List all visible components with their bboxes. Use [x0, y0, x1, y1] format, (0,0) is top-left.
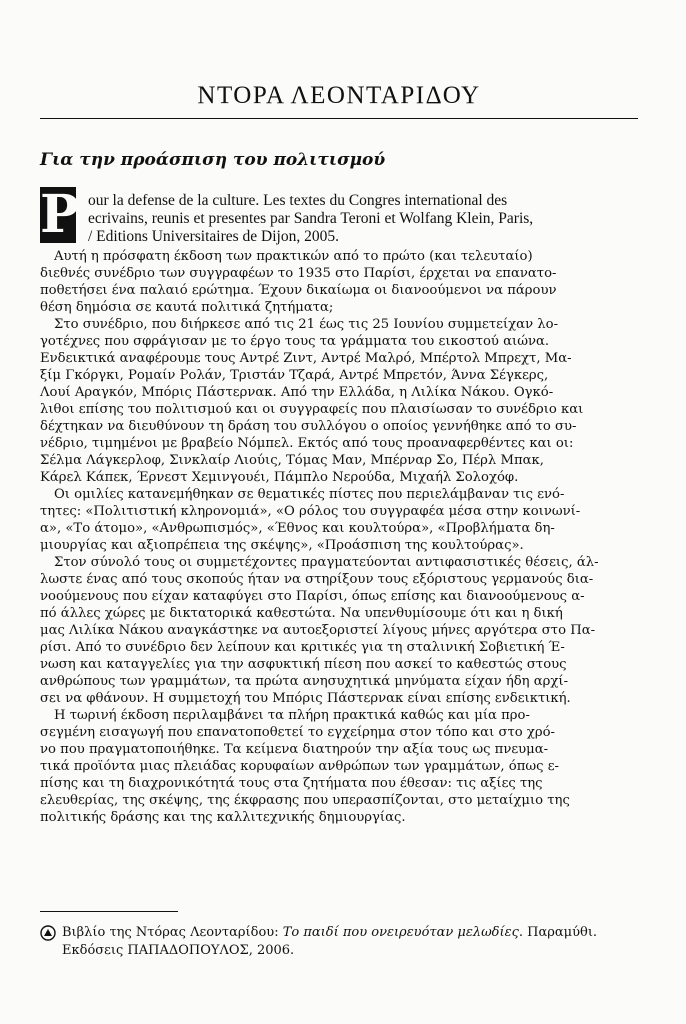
body-line: τητες: «Πολιτιστική κληρονομιά», «Ο ρόλος του συγγραφέα μέσα στην κοινωνί-	[40, 504, 581, 519]
footnote-rule	[40, 911, 178, 912]
body-line: λωστε ένας από τους σκοπούς ήταν να στηρίξουν τους εξόριστους γερμανούς δια-	[40, 572, 594, 587]
body-line: πολιτικής δράσης και της καλλιτεχνικής δημιουργίας.	[40, 810, 406, 825]
header-rule	[40, 118, 638, 119]
body-line: νο που πραγματοποιήθηκε. Τα κείμενα διατηρούν την αξία τους ως πνευμα-	[40, 742, 549, 757]
intro-line: / Editions Universitaires de Dijon, 2005.	[88, 228, 339, 245]
body-line: Κάρελ Κάπεκ, Έρνεστ Χεμινγουέι, Πάμπλο Νερούδα, Μιχαήλ Σολοχόφ.	[40, 470, 519, 485]
body-line: δέχτηκαν να διευθύνουν τη δράση του συλλόγου ο οποίος γεννήθηκε από το συ-	[40, 419, 577, 434]
body-line: νωση και καταγγελίες για την ασφυκτική πίεση που ασκεί το καθεστώς στους	[40, 657, 567, 672]
footnote-suffix: . Παραμύθι.	[518, 925, 598, 940]
body-line: μιουργίας και αξιοπρέπεια της σκέψης», «Προάσπιση της κουλτούρας».	[40, 538, 524, 553]
body-line: θέση δημόσια σε καυτά πολιτικά ζητήματα;	[40, 300, 334, 315]
footnote-prefix: Βιβλίο της Ντόρας Λεονταρίδου:	[62, 925, 279, 940]
body-line: Στο συνέδριο, που διήρκεσε από τις 21 έως τις 25 Ιουνίου συμμετείχαν λο-	[54, 317, 559, 332]
body-line: ανθρώπους των γραμμάτων, τα πρώτα ανησυχητικά μηνύματα είχαν ήδη αρχί-	[40, 674, 569, 689]
body-line: σει να φθάνουν. Η συμμετοχή του Μπόρις Πάστερνακ είναι επίσης ενδεικτική.	[40, 691, 571, 706]
intro-line: ecrivains, reunis et presentes par Sandra Teroni et Wolfang Klein, Paris,	[88, 210, 534, 227]
body-line: ρίσι. Από το συνέδριο δεν λείπουν και κριτικές για τη σταλινική Σοβιετική Έ-	[40, 640, 565, 655]
body-line: Στον σύνολό τους οι συμμετέχοντες πραγματεύονται αντιφασιστικές θέσεις, άλ-	[54, 555, 599, 570]
body-line: πό άλλες χώρες με δικτατορικά καθεστώτα. Να υπενθυμίσουμε ότι και η δική	[40, 606, 563, 621]
body-line: Λουί Αραγκόν, Μπόρις Πάστερνακ. Από την Ελλάδα, η Λιλίκα Νάκου. Ογκό-	[40, 385, 554, 400]
body-line: διεθνές συνέδριο των συγγραφέων το 1935 στο Παρίσι, έρχεται να επανατο-	[40, 266, 557, 281]
body-line: ελευθερίας, της σκέψης, της έκφρασης που υπερασπίζονται, στο μεταίχμιο της	[40, 793, 570, 808]
body-line: ξίμ Γκόργκι, Ρομαίν Ρολάν, Τριστάν Τζαρά, Αντρέ Μπρετόν, Άννα Σέγκερς,	[40, 368, 549, 383]
footnote-line-2: Εκδόσεις ΠΑΠΑΔΟΠΟΥΛΟΣ, 2006.	[62, 943, 295, 958]
body-line: λιθοι επίσης του πολιτισμού και οι συγγραφείς που πλαισίωσαν το συνέδριο και	[40, 402, 584, 417]
footnote-line-1	[62, 924, 597, 941]
body-line: σεγμένη εισαγωγή που επανατοποθετεί το εγχείρημα στον τόπο και στο χρό-	[40, 725, 556, 740]
book-leaf-icon	[40, 925, 56, 941]
body-line: α», «Το άτομο», «Ανθρωπισμός», «Έθνος και κουλτούρα», «Προβλήματα δη-	[40, 521, 555, 536]
body-line: Η τωρινή έκδοση περιλαμβάνει τα πλήρη πρακτικά καθώς και μία προ-	[54, 708, 530, 723]
body-line: νοούμενους που είχαν καταφύγει στο Παρίσι, όπως επίσης και διανοούμενους α-	[40, 589, 585, 604]
footnote-book-title: Το παιδί που ονειρευόταν μελωδίες	[282, 925, 519, 940]
body-line: τικά προϊόντα μιας πλειάδας κορυφαίων ανθρώπων των γραμμάτων, όπως ε-	[40, 759, 560, 774]
body-line: πίσης και τη διαχρονικότητά τους στα ζητήματα που έθεσαν: τις αξίες της	[40, 776, 543, 791]
body-line: Ενδεικτικά αναφέρουμε τους Αντρέ Ζιντ, Αντρέ Μαλρό, Μπέρτολ Μπρεχτ, Μα-	[40, 351, 572, 366]
body-line: γοτέχνες που σφράγισαν με το έργο τους τα γράμματα του εικοστού αιώνα.	[40, 334, 550, 349]
intro-line: our la defense de la culture. Les textes du Congres international des	[88, 192, 508, 209]
body-line: ποθετήσει ένα παλαιό ερώτημα. Έχουν δικαίωμα οι διανοούμενοι να πάρουν	[40, 283, 557, 298]
document-page	[40, 0, 638, 1024]
body-line: Σέλμα Λάγκερλοφ, Σινκλαίρ Λιούις, Τόμας Μαν, Μπέρναρ Σο, Πέρλ Μπακ,	[40, 453, 544, 468]
body-line: Οι ομιλίες κατανεμήθηκαν σε θεματικές πίστες που περιελάμβαναν τις ενό-	[54, 487, 565, 502]
body-line: Αυτή η πρόσφατη έκδοση των πρακτικών από το πρώτο (και τελευταίο)	[54, 249, 533, 264]
article-title: Για την προάσπιση του πολιτισμού	[40, 150, 386, 170]
running-head: ΝΤΟΡΑ ΛΕΟΝΤΑΡΙΔΟΥ	[197, 82, 481, 109]
dropcap-letter: P	[40, 184, 80, 245]
body-line: μας Λιλίκα Νάκου αναγκάστηκε να αυτοεξοριστεί λίγους μήνες αργότερα στο Πα-	[40, 623, 596, 638]
body-line: νέδριο, τιμημένοι με βραβείο Νόμπελ. Εκτός από τους προαναφερθέντες και οι:	[40, 436, 574, 451]
